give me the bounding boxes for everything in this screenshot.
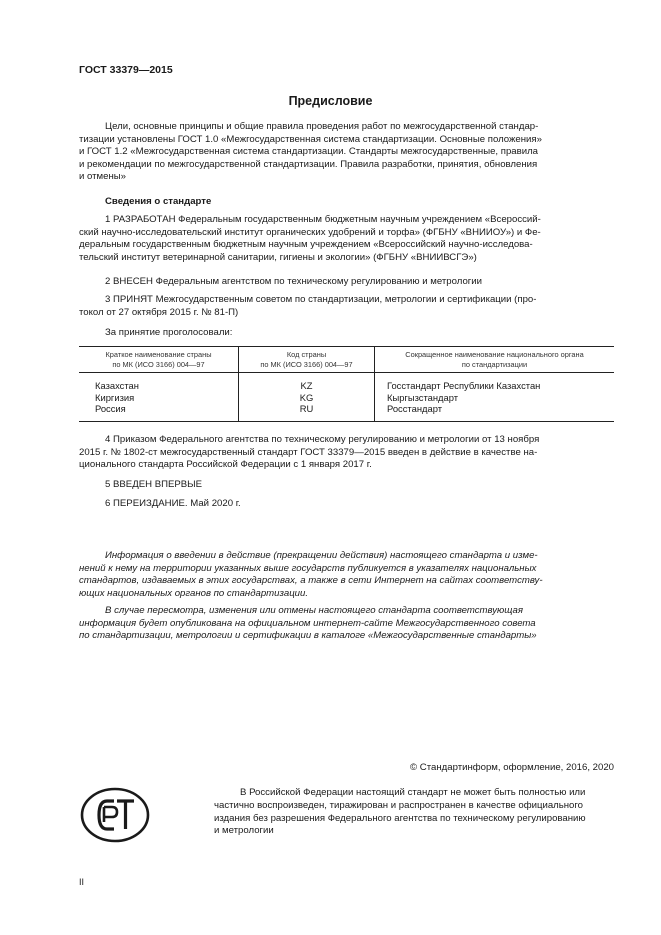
header-body xyxy=(375,347,615,373)
intro-line: и отмены» xyxy=(79,171,127,183)
info-line: Информация о введении в действие (прекращении действия) настоящего стандарта и изме- xyxy=(105,550,538,561)
info-line: В случае пересмотра, изменения или отмены настоящего стандарта соответствующая xyxy=(105,605,523,616)
item-1-line: тельский институт ветеринарной санитарии, гигиены и экологии» (ФГБНУ «ВНИИВСГЭ») xyxy=(79,251,477,263)
info-line: ющих национальных органов по стандартизации. xyxy=(79,587,309,599)
country-name: Россия xyxy=(95,403,126,414)
intro-line: Цели, основные принципы и общие правила проведения работ по межгосударственной стандар- xyxy=(105,121,539,132)
item-1-line: ский научно-исследовательский институт органических удобрений и торфа» (ФГБНУ «ВНИИОУ») и Фе- xyxy=(79,226,541,238)
info-line: по стандартизации, метрологии и сертификации в каталоге «Межгосударственные стандарты» xyxy=(79,630,537,642)
country-code: KG xyxy=(299,391,314,403)
code-cell xyxy=(239,373,375,422)
header-text: по МК (ИСО 3166) 004—97 xyxy=(112,359,205,369)
rights-line: и метрологии xyxy=(214,825,274,837)
country-name: Киргизия xyxy=(95,391,135,403)
item-4 xyxy=(79,434,614,472)
gost-r-certification-mark-icon xyxy=(80,787,150,843)
rights-line: издания без разрешения Федерального агентства по техническому регулированию xyxy=(214,812,586,824)
header-text: по МК (ИСО 3166) 004—97 xyxy=(260,359,353,369)
item-1-line: 1 РАЗРАБОТАН Федеральным государственным бюджетным научным учреждением «Всероссий- xyxy=(105,214,541,225)
country-code: RU xyxy=(299,403,314,414)
country-name: Казахстан xyxy=(95,380,139,391)
intro-line: и ГОСТ 1.2 «Межгосударственная система стандартизации. Стандарты межгосударственные, правила xyxy=(79,146,539,158)
about-heading: Сведения о стандарте xyxy=(105,196,212,207)
national-body: Кыргызстандарт xyxy=(387,391,459,403)
rights-line: частично воспроизведен, тиражирован и распространен в качестве официального xyxy=(214,799,584,811)
item-3 xyxy=(79,294,614,319)
page-title: Предисловие xyxy=(288,94,373,108)
info-line: нений к нему на территории указанных выше государств публикуется в указателях национальных xyxy=(79,562,537,574)
country-code: KZ xyxy=(300,380,313,391)
table-header-row xyxy=(79,347,614,373)
country-cell xyxy=(79,373,239,422)
header-text: Сокращенное наименование национального органа xyxy=(405,350,584,359)
item-1 xyxy=(79,214,614,264)
intro-line: тизации установлены ГОСТ 1.0 «Межгосударственная система стандартизации. Основные положения» xyxy=(79,133,542,145)
voted-label: За принятие проголосовали: xyxy=(105,327,233,338)
rights-notice xyxy=(214,787,614,838)
national-body: Росстандарт xyxy=(387,403,442,414)
header-country xyxy=(79,347,239,373)
intro-line: и рекомендации по межгосударственной стандартизации. Правила разработки, принятия, обновления xyxy=(79,158,538,170)
copyright-line: © Стандартинформ, оформление, 2016, 2020 xyxy=(410,762,614,773)
item-4-line: 4 Приказом Федерального агентства по техническому регулированию и метрологии от 13 ноября xyxy=(105,434,540,445)
item-5: 5 ВВЕДЕН ВПЕРВЫЕ xyxy=(105,479,203,490)
item-2: 2 ВНЕСЕН Федеральным агентством по техническому регулированию и метрологии xyxy=(105,276,483,287)
table-row xyxy=(79,373,614,422)
standard-code: ГОСТ 33379—2015 xyxy=(79,64,173,76)
info-paragraph-2 xyxy=(79,605,614,643)
item-3-line: 3 ПРИНЯТ Межгосударственным советом по стандартизации, метрологии и сертификации (про- xyxy=(105,294,537,305)
item-6: 6 ПЕРЕИЗДАНИЕ. Май 2020 г. xyxy=(105,498,241,509)
header-text: Код страны xyxy=(286,350,327,359)
item-1-line: деральным государственным бюджетным научным учреждением «Всероссийский научно-исследова- xyxy=(79,239,533,251)
intro-paragraph xyxy=(79,121,614,184)
rights-line: В Российской Федерации настоящий стандарт не может быть полностью или xyxy=(240,787,586,798)
national-body: Госстандарт Республики Казахстан xyxy=(387,380,541,391)
item-4-line: 2015 г. № 1802-ст межгосударственный стандарт ГОСТ 33379—2015 введен в действие в качестве на- xyxy=(79,446,538,458)
body-cell xyxy=(375,373,615,422)
item-4-line: ционального стандарта Российской Федерации с 1 января 2017 г. xyxy=(79,459,372,471)
info-line: информация будет опубликована на официальном интернет-сайте Межгосударственного совета xyxy=(79,617,536,629)
header-text: Краткое наименование страны xyxy=(105,350,212,359)
voting-table xyxy=(79,346,614,422)
info-line: стандартов, издаваемых в этих государствах, а также в сети Интернет на сайтах соответству- xyxy=(79,575,543,587)
header-code xyxy=(239,347,375,373)
page-number: II xyxy=(79,877,85,887)
header-text: по стандартизации xyxy=(461,359,528,369)
item-3-line: токол от 27 октября 2015 г. № 81-П) xyxy=(79,306,239,318)
info-paragraph-1 xyxy=(79,550,614,600)
